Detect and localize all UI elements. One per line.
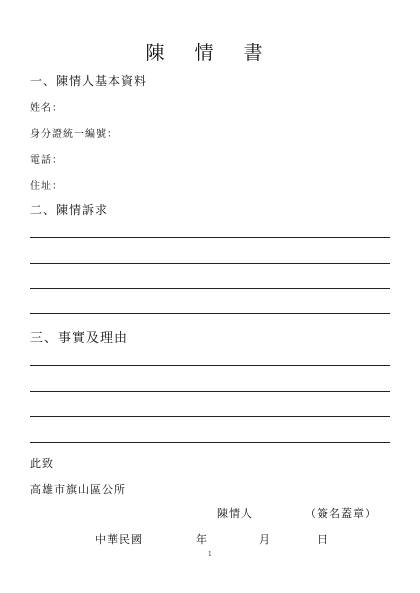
date-era: 中華民國 — [95, 533, 143, 546]
section-basic-info-heading: 一、陳情人基本資料 — [30, 74, 148, 88]
section-petition-request-heading: 二、陳情訴求 — [30, 203, 109, 217]
salutation: 此致 — [30, 457, 54, 470]
field-address-label: 住址： — [30, 181, 63, 192]
section-facts-reasons-heading: 三、事實及理由 — [30, 331, 129, 346]
signature-note: （簽名蓋章） — [305, 507, 377, 520]
date-day: 日 — [317, 533, 329, 546]
facts-reasons-line-4 — [30, 442, 390, 443]
petition-request-line-3 — [30, 288, 390, 289]
facts-reasons-line-1 — [30, 365, 390, 366]
petition-request-line-4 — [30, 313, 390, 314]
petition-request-line-1 — [30, 237, 390, 238]
field-id-number-label: 身分證統一編號： — [30, 129, 118, 140]
date-month: 月 — [259, 533, 271, 546]
page-title: 陳 情 書 — [145, 42, 275, 64]
recipient-office: 高雄市旗山區公所 — [30, 483, 126, 496]
field-phone-label: 電話： — [30, 155, 63, 166]
petition-request-line-2 — [30, 263, 390, 264]
facts-reasons-line-2 — [30, 391, 390, 392]
date-year: 年 — [196, 533, 208, 546]
petitioner-label: 陳情人 — [217, 507, 253, 520]
facts-reasons-line-3 — [30, 416, 390, 417]
field-name-label: 姓名： — [30, 103, 63, 114]
page-number: 1 — [208, 551, 212, 558]
